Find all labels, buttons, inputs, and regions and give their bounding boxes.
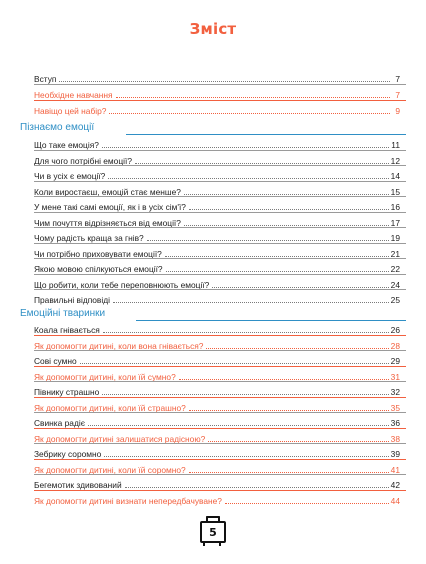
toc-entry-page: 29 (390, 356, 400, 366)
leader-dots (179, 378, 389, 380)
toc-entry[interactable] (34, 245, 400, 259)
toc-entry[interactable] (34, 321, 400, 335)
leader-dots (59, 80, 390, 82)
toc-entry[interactable] (34, 399, 400, 413)
leader-dots (116, 96, 390, 98)
toc-entry-label: Чи в усіх є емоції? (34, 171, 106, 181)
toc-entry-label: Як допомогти дитині, коли вона гнівається? (34, 340, 204, 351)
toc-entry[interactable] (34, 352, 400, 366)
leader-dots (208, 440, 388, 442)
toc-entry-label: Як допомогти дитині, коли їй страшно? (34, 402, 186, 413)
toc-entry-label: Чому радість краща за гнів? (34, 233, 144, 243)
leader-dots (184, 193, 389, 195)
divider (34, 227, 406, 228)
toc-entry-page: 25 (390, 295, 400, 305)
leader-dots (212, 286, 388, 288)
leader-dots (102, 393, 388, 395)
toc-entry[interactable] (34, 445, 400, 459)
toc-entry[interactable] (34, 276, 400, 290)
toc-entry-label: Чим почуття відрізняється від емоції? (34, 217, 181, 228)
toc-entry[interactable] (34, 167, 400, 181)
divider (34, 212, 406, 213)
divider (34, 274, 406, 275)
toc-entry-label: Що таке емоція? (34, 140, 99, 150)
toc-entry-label: Як допомогти дитині, коли їй сумно? (34, 371, 176, 382)
leader-dots (104, 455, 388, 457)
divider (34, 381, 406, 382)
divider (34, 165, 406, 166)
toc-entry[interactable] (34, 260, 400, 274)
page-number-badge (194, 516, 230, 544)
page-title: Зміст (189, 20, 237, 38)
toc-entry-label: Як допомогти дитині залишатися радісною? (34, 433, 206, 444)
toc-entry[interactable] (34, 368, 400, 382)
leader-dots (189, 409, 389, 411)
toc-entry-label: Вступ (34, 74, 57, 84)
toc-entry-page: 35 (390, 402, 400, 413)
divider (34, 150, 406, 151)
section-title: Емоційні тваринки (20, 308, 106, 319)
divider (34, 428, 406, 429)
divider (34, 84, 406, 85)
divider (34, 289, 406, 290)
divider (34, 243, 406, 244)
leader-dots (102, 146, 389, 148)
leader-dots (135, 162, 389, 164)
toc-entry-page: 11 (391, 140, 400, 150)
toc-entry-label: Коли виростаєш, емоцій стає менше? (34, 186, 181, 197)
divider (34, 443, 406, 444)
page-number: 5 (200, 521, 226, 543)
toc-entry-page: 28 (390, 340, 400, 351)
toc-entry-page: 7 (395, 74, 400, 84)
toc-entry[interactable] (34, 414, 400, 428)
toc-entry-page: 39 (390, 449, 400, 459)
divider (34, 459, 406, 460)
toc-entry-page: 21 (390, 248, 400, 259)
toc-entry-page: 36 (390, 418, 400, 428)
leader-dots (88, 424, 389, 426)
toc-entry-label: Необхідне навчання (34, 90, 113, 100)
divider (34, 366, 406, 367)
toc-entry-label: Якою мовою спілкуються емоції? (34, 264, 163, 274)
toc-entry-page: 42 (390, 480, 400, 490)
section-divider (126, 134, 406, 135)
divider (34, 397, 406, 398)
toc-entry-why-this-set[interactable] (34, 102, 400, 116)
section-title: Пізнаємо емоції (20, 122, 95, 133)
toc-entry-label: Півнику страшно (34, 387, 100, 397)
toc-entry-page: 9 (395, 106, 400, 116)
toc-entry-intro[interactable] (34, 70, 400, 84)
toc-entry[interactable] (34, 214, 400, 228)
toc-entry-label: Бегемотик здивований (34, 480, 122, 490)
toc-entry-page: 38 (390, 433, 400, 444)
toc-entry[interactable] (34, 291, 400, 305)
leader-dots (108, 177, 388, 179)
toc-entry[interactable] (34, 461, 400, 475)
toc-entry-label: Як допомогти дитині визнати непередбачуване? (34, 495, 222, 506)
toc-entry-required-training[interactable] (34, 86, 400, 100)
toc-entry[interactable] (34, 476, 400, 490)
toc-entry-page: 44 (390, 495, 400, 506)
toc-entry-page: 32 (390, 387, 400, 397)
toc-entry-page: 41 (390, 464, 400, 475)
leader-dots (109, 112, 390, 114)
leader-dots (103, 331, 389, 333)
toc-entry-page: 19 (390, 233, 400, 243)
toc-entry-label: Зебрику соромно (34, 449, 102, 459)
toc-entry-page: 22 (390, 264, 400, 274)
leader-dots (125, 486, 389, 488)
toc-entry[interactable] (34, 198, 400, 212)
toc-entry-page: 16 (390, 202, 400, 212)
toc-entry-page: 7 (395, 90, 400, 100)
toc-entry[interactable] (34, 492, 400, 506)
divider (34, 412, 406, 413)
toc-entry-page: 24 (390, 279, 400, 290)
divider (34, 490, 406, 491)
leader-dots (165, 255, 389, 257)
leader-dots (189, 208, 389, 210)
toc-entry-label: Для чого потрібні емоції? (34, 155, 132, 166)
leader-dots (225, 502, 389, 504)
toc-entry[interactable] (34, 430, 400, 444)
toc-entry-label: Свинка радіє (34, 418, 85, 428)
toc-entry-label: Навіщо цей набір? (34, 106, 107, 116)
toc-entry-page: 14 (390, 171, 400, 181)
toc-entry-label: Правильні відповіді (34, 295, 110, 305)
toc-entry-page: 17 (390, 217, 400, 228)
toc-entry[interactable] (34, 152, 400, 166)
leader-dots (147, 239, 389, 241)
divider (34, 258, 406, 259)
toc-entry-page: 31 (390, 371, 400, 382)
toc-entry[interactable] (34, 383, 400, 397)
divider (34, 196, 406, 197)
leader-dots (113, 301, 389, 303)
toc-entry[interactable] (34, 183, 400, 197)
divider (34, 335, 406, 336)
leader-dots (206, 347, 388, 349)
leader-dots (80, 362, 389, 364)
leader-dots (166, 270, 389, 272)
divider (34, 181, 406, 182)
toc-entry-page: 26 (390, 325, 400, 335)
toc-entry-label: Чи потрібно приховувати емоції? (34, 248, 162, 259)
toc-entry-label: У мене такі самі емоції, як і в усіх сім'ї? (34, 202, 186, 212)
leader-dots (184, 224, 389, 226)
toc-entry-page: 12 (390, 155, 400, 166)
toc-entry-label: Коала гнівається (34, 325, 100, 335)
divider (34, 350, 406, 351)
toc-entry[interactable] (34, 136, 400, 150)
divider (34, 474, 406, 475)
toc-entry-label: Як допомогти дитині, коли їй соромно? (34, 464, 186, 475)
leader-dots (189, 471, 389, 473)
toc-entry[interactable] (34, 337, 400, 351)
toc-entry-label: Сові сумно (34, 356, 77, 366)
toc-entry-label: Що робити, коли тебе переповнюють емоції? (34, 279, 210, 290)
divider (34, 100, 406, 101)
toc-entry-page: 15 (390, 186, 400, 197)
toc-entry[interactable] (34, 229, 400, 243)
